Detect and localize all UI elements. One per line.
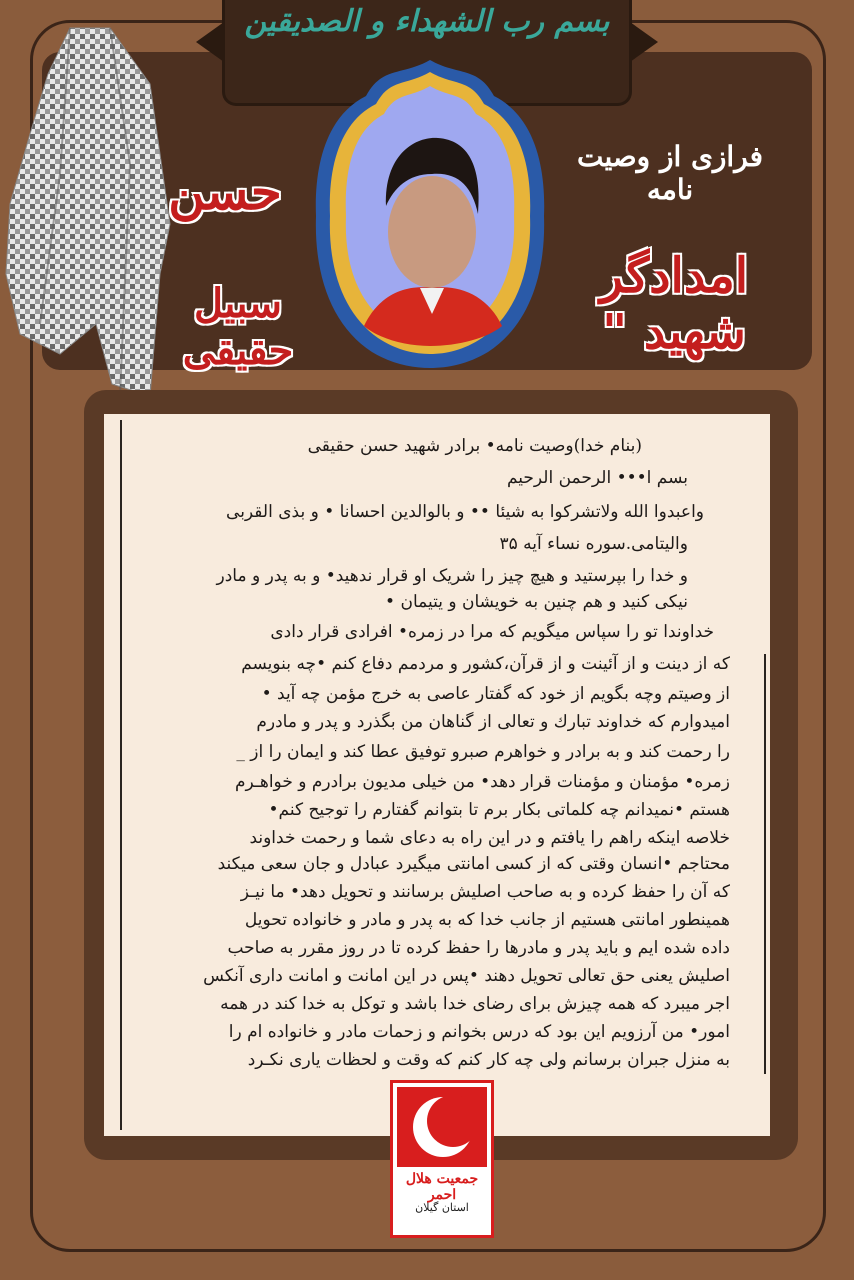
bismillah-heading: بسم رب الشهداء و الصدیقین	[244, 4, 610, 39]
document-line: هستم •نمیدانم چه کلماتی بکار برم تا بتوانم گفتارم را توجیح کنم•	[268, 800, 730, 820]
organization-name: جمعیت هلال احمر	[405, 1171, 479, 1203]
martyr-first-name: حسن	[168, 162, 282, 221]
tab-arrow-right	[630, 22, 658, 62]
document-line: خداوندا تو را سپاس میگویم که مرا در زمره• افرادی قرار دادی	[270, 622, 714, 642]
document-line: زمره• مؤمنان و مؤمنات قرار دهد• من خیلی مدیون برادرم و خواهـرم	[234, 772, 730, 792]
margin-line-right	[764, 654, 766, 1074]
excerpt-label: فرازی از وصیت نامه	[576, 140, 764, 206]
will-document	[104, 414, 770, 1136]
document-line: واعبدوا الله ولاتشرکوا به شیئا •• و بالوالدین احسانا • و بذی القربی	[226, 502, 704, 522]
document-line: از وصیتم وچه بگویم از خود که گفتار عاصی به خرج مؤمن چه آید •	[261, 684, 730, 704]
red-crescent-logo	[390, 1080, 494, 1238]
document-line: نیکی کنید و هم چنین به خویشان و یتیمان •	[385, 592, 688, 612]
document-line: و خدا را بپرستید و هیچ چیز را شریک او قرار ندهید• و به پدر و مادر	[216, 566, 688, 586]
red-crescent-icon	[397, 1087, 487, 1167]
document-line: امور• من آرزویم این بود که درس بخوانم و زحمات مادر و خانواده ام را	[228, 1022, 730, 1042]
portrait-frame	[308, 56, 552, 372]
martyr-last-name: سبیل حقیقی	[182, 280, 294, 374]
document-line: داده شده ایم و باید پدر و مادرها را حفظ کرده تا در روز مقرر به صاحب	[227, 938, 730, 958]
document-line: که آن را حفظ کرده و به صاحب اصلیش برسانند و تحویل دهد• ما نیـز	[240, 882, 730, 902]
document-line: که از دینت و از آئینت و از قرآن،کشور و مردمم دفاع کنم •چه بنویسم	[241, 654, 730, 674]
province-name: استان گیلان	[415, 1201, 469, 1214]
document-line: به منزل جبران برسانم ولی چه کار کنم که وقت و لحظات یاری نکـرد	[247, 1050, 730, 1070]
document-line: والیتامی.سوره نساء آیه ۳۵	[499, 534, 688, 554]
document-line: محتاجم •انسان وقتی که از کسی امانتی میگیرد عبادل و جان سعی میکند	[217, 854, 730, 874]
document-line: اصلیش یعنی حق تعالی تحویل دهند •پس در این امانت و امانت داری آنکس	[203, 966, 730, 986]
document-line: بسم ا••• الرحمن الرحیم	[506, 468, 688, 488]
tab-arrow-left	[196, 22, 224, 62]
document-line: خلاصه اینکه راهم را یافتم و در این راه به دعای شما و رحمت خداوند	[249, 828, 730, 848]
document-line: (بنام خدا)وصیت نامه• برادر شهید حسن حقیقی	[307, 436, 642, 456]
martyr-title: امدادگر شهید "	[599, 248, 749, 360]
document-line: را رحمت کند و به برادر و خواهرم صبرو توفیق عطا کند و ایمان را از _	[236, 742, 730, 762]
margin-line-left	[120, 420, 122, 1130]
document-line: امیدوارم که خداوند تبارك و تعالی از گناهان من بگذرد و پدر و مادرم	[256, 712, 730, 732]
document-line: همینطور امانتی هستیم از جانب خدا که به پدر و مادر و خانواده تحویل	[244, 910, 730, 930]
document-line: اجر میبرد که همه چیزش برای رضای خدا باشد و توکل به خدا کند در همه	[220, 994, 730, 1014]
